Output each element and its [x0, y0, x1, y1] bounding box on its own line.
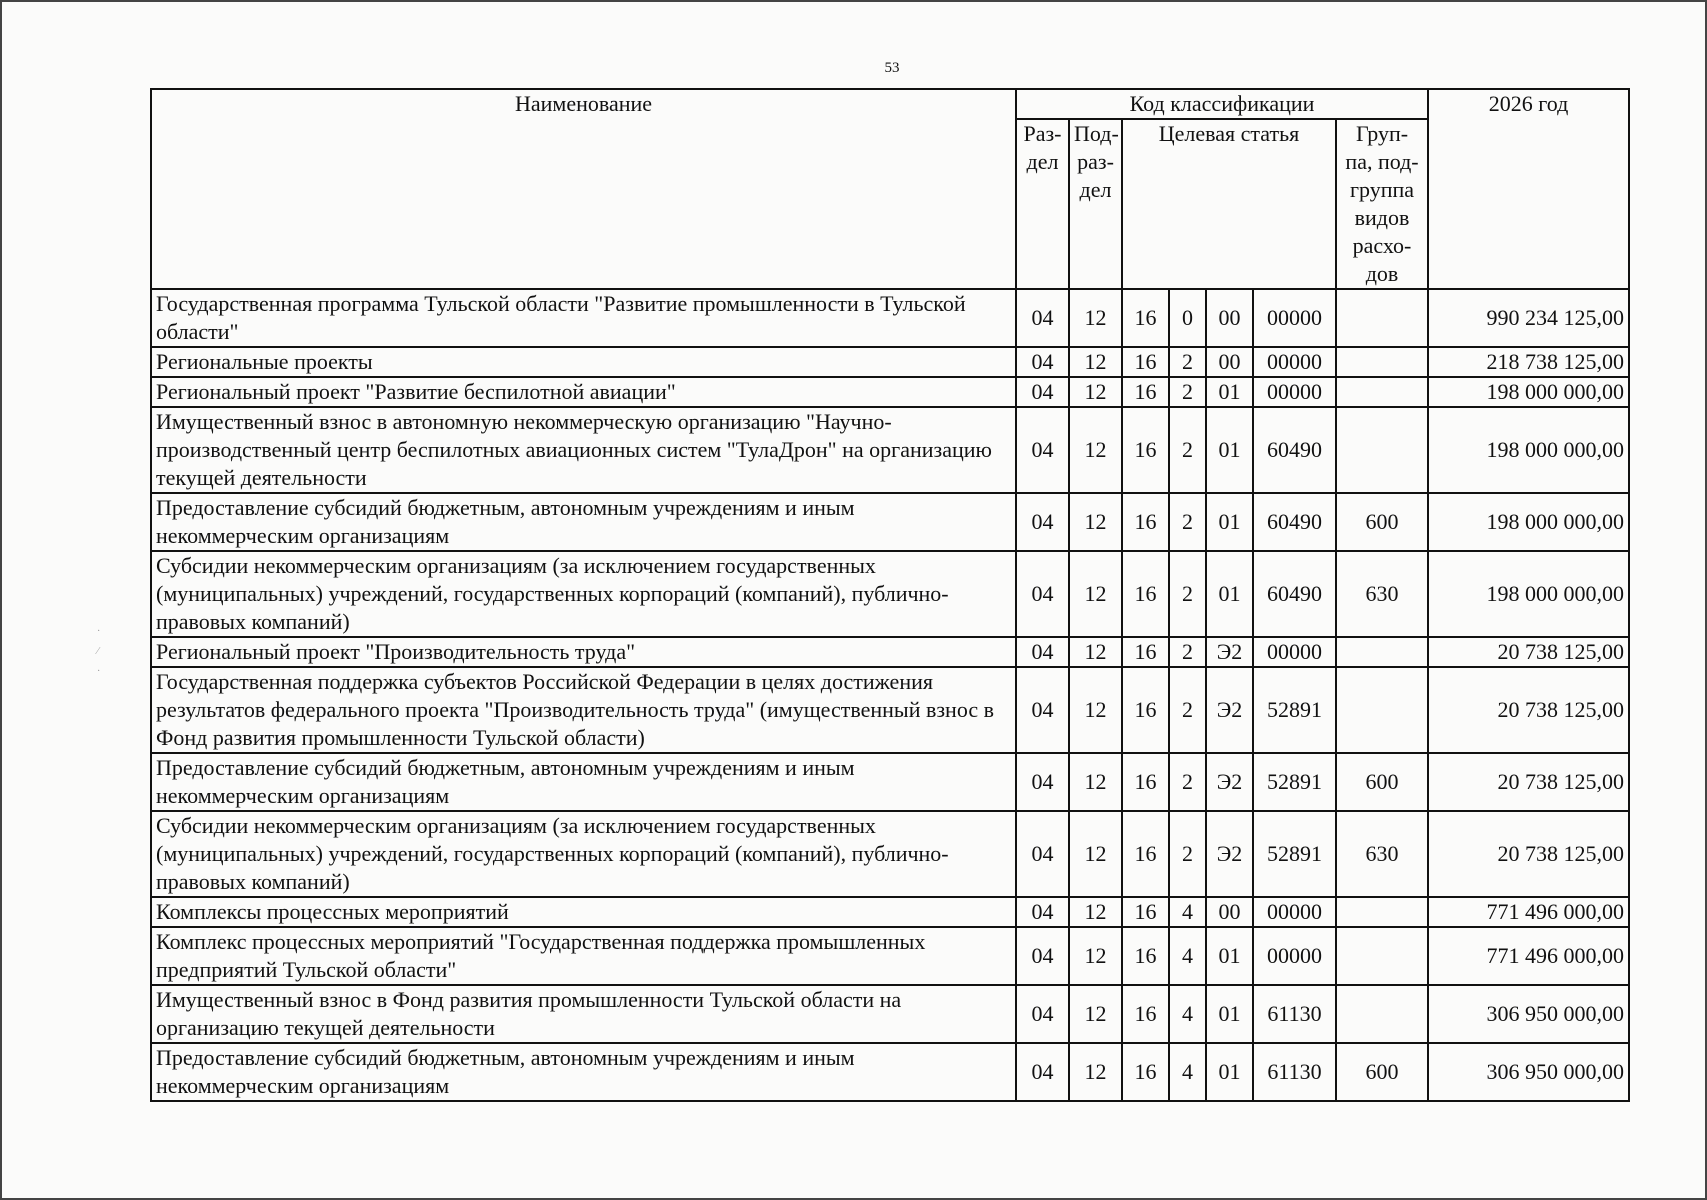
row-section: 04 [1016, 493, 1069, 551]
row-subsection: 12 [1069, 289, 1122, 347]
row-target-program: 16 [1122, 493, 1169, 551]
row-target-event: 01 [1206, 1043, 1253, 1101]
row-expense-group [1336, 407, 1428, 493]
row-target-event: Э2 [1206, 637, 1253, 667]
row-target-event: 01 [1206, 985, 1253, 1043]
row-subsection: 12 [1069, 753, 1122, 811]
row-target-direction: 0 [1169, 289, 1206, 347]
row-target-direction: 2 [1169, 493, 1206, 551]
header-row-1 [151, 89, 1629, 119]
header-name: Наименование [151, 89, 1016, 289]
margin-marks: · ⁄ · [97, 626, 101, 677]
row-expense-group [1336, 897, 1428, 927]
table-row [151, 753, 1629, 811]
row-target-event: Э2 [1206, 753, 1253, 811]
row-subsection: 12 [1069, 377, 1122, 407]
row-subsection: 12 [1069, 551, 1122, 637]
row-target-event: 01 [1206, 407, 1253, 493]
row-target-direction: 2 [1169, 637, 1206, 667]
table-row [151, 289, 1629, 347]
row-section: 04 [1016, 551, 1069, 637]
row-name: Предоставление субсидий бюджетным, автономным учреждениям и иным некоммерческим организациям [151, 493, 1016, 551]
row-amount: 771 496 000,00 [1428, 927, 1629, 985]
row-amount: 20 738 125,00 [1428, 811, 1629, 897]
row-target-code: 00000 [1253, 377, 1336, 407]
row-target-code: 52891 [1253, 811, 1336, 897]
row-target-code: 61130 [1253, 1043, 1336, 1101]
row-target-program: 16 [1122, 1043, 1169, 1101]
row-section: 04 [1016, 1043, 1069, 1101]
row-expense-group [1336, 377, 1428, 407]
row-target-program: 16 [1122, 897, 1169, 927]
table-row [151, 667, 1629, 753]
table-row [151, 927, 1629, 985]
row-target-program: 16 [1122, 927, 1169, 985]
row-amount: 20 738 125,00 [1428, 637, 1629, 667]
row-subsection: 12 [1069, 347, 1122, 377]
table-row [151, 551, 1629, 637]
row-target-direction: 2 [1169, 753, 1206, 811]
table-row [151, 985, 1629, 1043]
table-row [151, 811, 1629, 897]
row-amount: 20 738 125,00 [1428, 667, 1629, 753]
row-target-program: 16 [1122, 407, 1169, 493]
row-name: Субсидии некоммерческим организациям (за исключением государственных (муниципальных) учреждений, государственных корпораций (компаний), публично-правовых компаний) [151, 811, 1016, 897]
row-target-direction: 2 [1169, 377, 1206, 407]
row-expense-group: 630 [1336, 551, 1428, 637]
page-number: 53 [884, 60, 900, 76]
row-target-program: 16 [1122, 551, 1169, 637]
row-expense-group [1336, 985, 1428, 1043]
row-subsection: 12 [1069, 897, 1122, 927]
row-subsection: 12 [1069, 493, 1122, 551]
row-target-code: 00000 [1253, 637, 1336, 667]
row-section: 04 [1016, 407, 1069, 493]
row-name: Предоставление субсидий бюджетным, автономным учреждениям и иным некоммерческим организациям [151, 1043, 1016, 1101]
row-target-code: 60490 [1253, 407, 1336, 493]
row-target-event: 01 [1206, 927, 1253, 985]
row-target-direction: 2 [1169, 811, 1206, 897]
row-section: 04 [1016, 667, 1069, 753]
row-target-direction: 2 [1169, 667, 1206, 753]
table-row [151, 493, 1629, 551]
table-row [151, 347, 1629, 377]
row-target-code: 00000 [1253, 927, 1336, 985]
row-target-program: 16 [1122, 753, 1169, 811]
row-section: 04 [1016, 811, 1069, 897]
row-name: Государственная поддержка субъектов Российской Федерации в целях достижения результатов федерального проекта "Производительность труда" (имущественный взнос в Фонд развития промышленности Тульской области) [151, 667, 1016, 753]
row-amount: 306 950 000,00 [1428, 1043, 1629, 1101]
row-target-code: 61130 [1253, 985, 1336, 1043]
header-expense-group: Груп- па, под- группа видов расхо- дов [1336, 119, 1428, 289]
row-target-program: 16 [1122, 985, 1169, 1043]
row-target-code: 60490 [1253, 493, 1336, 551]
row-amount: 198 000 000,00 [1428, 407, 1629, 493]
row-subsection: 12 [1069, 811, 1122, 897]
row-name: Предоставление субсидий бюджетным, автономным учреждениям и иным некоммерческим организациям [151, 753, 1016, 811]
row-target-direction: 4 [1169, 1043, 1206, 1101]
row-amount: 198 000 000,00 [1428, 551, 1629, 637]
row-target-program: 16 [1122, 667, 1169, 753]
row-target-event: Э2 [1206, 667, 1253, 753]
row-expense-group: 630 [1336, 811, 1428, 897]
budget-table [150, 88, 1630, 1102]
row-subsection: 12 [1069, 667, 1122, 753]
row-subsection: 12 [1069, 1043, 1122, 1101]
header-year: 2026 год [1428, 89, 1629, 289]
row-target-direction: 4 [1169, 927, 1206, 985]
row-section: 04 [1016, 927, 1069, 985]
row-name: Имущественный взнос в автономную некоммерческую организацию "Научно-производственный центр беспилотных авиационных систем "ТулаДрон" на организацию текущей деятельности [151, 407, 1016, 493]
row-name: Государственная программа Тульской области "Развитие промышленности в Тульской области" [151, 289, 1016, 347]
row-amount: 218 738 125,00 [1428, 347, 1629, 377]
row-section: 04 [1016, 289, 1069, 347]
row-expense-group: 600 [1336, 753, 1428, 811]
row-amount: 990 234 125,00 [1428, 289, 1629, 347]
row-target-code: 00000 [1253, 347, 1336, 377]
row-target-code: 00000 [1253, 897, 1336, 927]
row-subsection: 12 [1069, 637, 1122, 667]
row-target-event: 01 [1206, 493, 1253, 551]
header-target-item: Целевая статья [1122, 119, 1336, 289]
row-section: 04 [1016, 753, 1069, 811]
row-subsection: 12 [1069, 407, 1122, 493]
row-section: 04 [1016, 347, 1069, 377]
row-expense-group: 600 [1336, 493, 1428, 551]
table-row [151, 1043, 1629, 1101]
table-row [151, 377, 1629, 407]
row-expense-group [1336, 667, 1428, 753]
row-target-program: 16 [1122, 289, 1169, 347]
row-expense-group [1336, 347, 1428, 377]
header-section: Раз- дел [1016, 119, 1069, 289]
row-amount: 20 738 125,00 [1428, 753, 1629, 811]
header-subsection: Под- раз- дел [1069, 119, 1122, 289]
row-section: 04 [1016, 637, 1069, 667]
row-amount: 771 496 000,00 [1428, 897, 1629, 927]
row-target-direction: 4 [1169, 985, 1206, 1043]
row-subsection: 12 [1069, 927, 1122, 985]
row-target-event: 01 [1206, 551, 1253, 637]
row-amount: 198 000 000,00 [1428, 377, 1629, 407]
row-name: Субсидии некоммерческим организациям (за исключением государственных (муниципальных) учреждений, государственных корпораций (компаний), публично-правовых компаний) [151, 551, 1016, 637]
row-target-program: 16 [1122, 637, 1169, 667]
row-target-direction: 4 [1169, 897, 1206, 927]
row-target-code: 00000 [1253, 289, 1336, 347]
row-target-program: 16 [1122, 811, 1169, 897]
row-subsection: 12 [1069, 985, 1122, 1043]
row-target-direction: 2 [1169, 347, 1206, 377]
row-name: Региональный проект "Производительность труда" [151, 637, 1016, 667]
row-target-code: 52891 [1253, 753, 1336, 811]
table-row [151, 897, 1629, 927]
row-expense-group [1336, 637, 1428, 667]
row-name: Комплексы процессных мероприятий [151, 897, 1016, 927]
table-body [151, 289, 1629, 1101]
row-target-direction: 2 [1169, 551, 1206, 637]
row-expense-group: 600 [1336, 1043, 1428, 1101]
row-target-event: 00 [1206, 347, 1253, 377]
row-target-code: 60490 [1253, 551, 1336, 637]
row-target-code: 52891 [1253, 667, 1336, 753]
table-row [151, 407, 1629, 493]
row-name: Региональный проект "Развитие беспилотной авиации" [151, 377, 1016, 407]
row-target-event: 01 [1206, 377, 1253, 407]
row-name: Имущественный взнос в Фонд развития промышленности Тульской области на организацию текущей деятельности [151, 985, 1016, 1043]
row-name: Региональные проекты [151, 347, 1016, 377]
header-classification: Код классификации [1016, 89, 1428, 119]
row-section: 04 [1016, 377, 1069, 407]
row-target-direction: 2 [1169, 407, 1206, 493]
row-expense-group [1336, 927, 1428, 985]
row-amount: 306 950 000,00 [1428, 985, 1629, 1043]
row-target-program: 16 [1122, 347, 1169, 377]
table-row [151, 637, 1629, 667]
row-amount: 198 000 000,00 [1428, 493, 1629, 551]
row-target-event: Э2 [1206, 811, 1253, 897]
row-target-event: 00 [1206, 289, 1253, 347]
row-target-event: 00 [1206, 897, 1253, 927]
row-target-program: 16 [1122, 377, 1169, 407]
row-section: 04 [1016, 985, 1069, 1043]
row-section: 04 [1016, 897, 1069, 927]
row-expense-group [1336, 289, 1428, 347]
row-name: Комплекс процессных мероприятий "Государственная поддержка промышленных предприятий Тульской области" [151, 927, 1016, 985]
